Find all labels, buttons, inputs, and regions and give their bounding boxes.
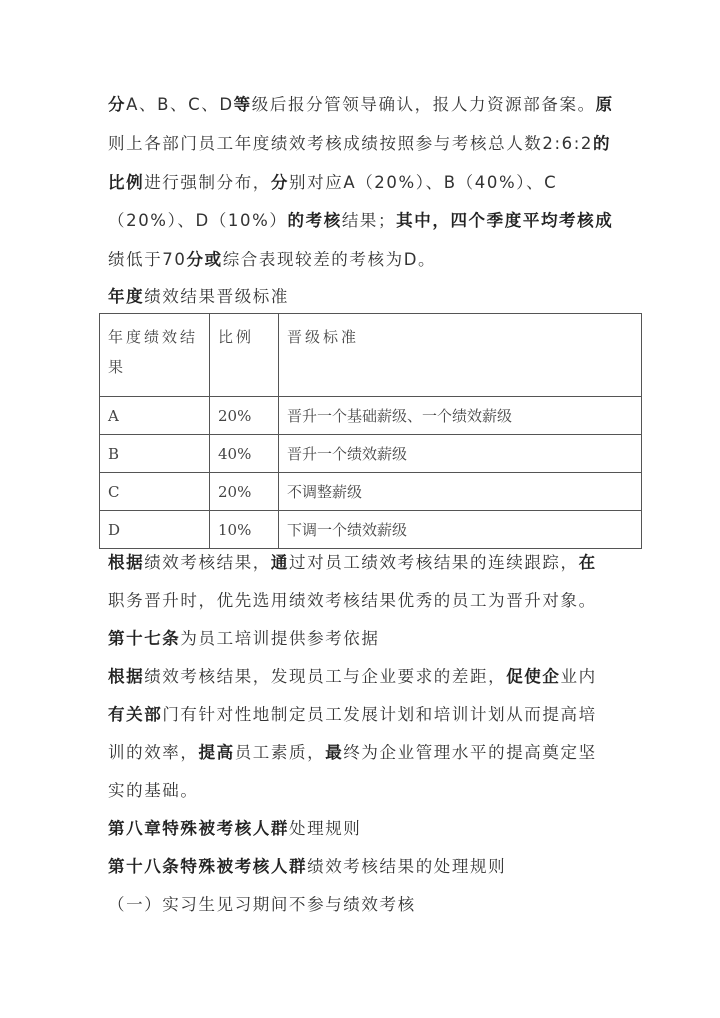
header-promotion-standard: 晋级标准 [279,314,642,397]
bold-text-segment: 年度 [108,287,145,306]
text-line [108,629,380,649]
text-segment: 结果； [341,211,397,230]
text-line [108,857,506,877]
text-line [108,819,361,839]
text-segment: （一）实习生见习期间不参与绩效考核 [108,895,416,914]
text-segment: 员工素质， [234,743,326,762]
text-segment: 别对应A（20%）、B（40%）、C [289,173,558,192]
grade-cell: B [100,435,210,473]
bold-text-segment: 第八章特殊被考核人群 [108,819,289,838]
text-segment: 级后报分管领导确认，报人力资源部备案。 [251,95,596,114]
table-header-row [100,314,642,397]
text-segment: 实的基础。 [108,781,199,800]
text-segment: 终为企业管理水平的提高奠定坚 [343,743,597,762]
text-line [108,287,289,307]
bold-text-segment: 分 [270,173,290,192]
standard-cell: 不调整薪级 [279,473,642,511]
bold-text-segment: 分 [108,95,127,114]
text-line [108,781,199,801]
text-line [108,705,597,725]
text-segment: 门有针对性地制定员工发展计划和培训计划从而提高培 [162,705,597,724]
ratio-cell: 40% [210,435,279,473]
text-segment: 处理规则 [289,819,362,838]
text-segment: 职务晋升时，优先选用绩效考核结果优秀的员工为晋升对象。 [108,591,597,610]
bold-text-segment: 等 [233,95,252,114]
text-line [108,95,614,115]
bold-text-segment: 根据 [108,667,145,686]
bold-text-segment: 其中，四个季度平均考核成 [396,211,614,230]
ratio-cell: 20% [210,397,279,435]
text-line [108,743,597,763]
bold-text-segment: 比例 [108,173,145,192]
text-segment: 为员工培训提供参考依据 [180,629,380,648]
text-line [108,895,416,915]
text-segment: 绩效结果晋级标准 [144,287,290,306]
grade-cell: D [100,511,210,549]
bold-text-segment: 根据 [108,553,145,572]
ratio-cell: 20% [210,473,279,511]
bold-text-segment: 最 [325,743,344,762]
table-row [100,511,642,549]
text-segment: A、B、C、D [126,95,234,114]
standard-cell: 下调一个绩效薪级 [279,511,642,549]
table-row [100,397,642,435]
text-line [108,591,597,611]
bold-text-segment: 提高 [198,743,235,762]
text-line [108,250,436,270]
text-line [108,667,597,687]
text-segment: 过对员工绩效考核结果的连续跟踪， [289,553,579,572]
bold-text-segment: 在 [578,553,597,572]
header-ratio: 比例 [210,314,279,397]
text-segment: 则上各部门员工年度绩效考核成绩按照参与考核总人数2:6:2 [108,134,594,153]
ratio-cell: 10% [210,511,279,549]
standard-cell: 晋升一个基础薪级、一个绩效薪级 [279,397,642,435]
text-segment: 绩低于70 [108,250,187,269]
bold-text-segment: 第十八条特殊被考核人群 [108,857,308,876]
bold-text-segment: 有关部 [108,705,163,724]
bold-text-segment: 第十七条 [108,629,181,648]
standard-cell: 晋升一个绩效薪级 [279,435,642,473]
header-annual-result: 年度绩效结果 [100,314,210,397]
text-segment: （20%）、D（10%） [108,211,288,230]
table-row [100,435,642,473]
grade-cell: C [100,473,210,511]
text-line [108,134,611,154]
bold-text-segment: 原 [595,95,614,114]
text-segment: 训的效率， [108,743,199,762]
bold-text-segment: 的 [593,134,612,153]
text-segment: 进行强制分布， [144,173,271,192]
bold-text-segment: 通 [270,553,290,572]
bold-text-segment: 促使企 [506,667,561,686]
text-segment: 业内 [560,667,597,686]
text-segment: 综合表现较差的考核为D。 [222,250,437,269]
bold-text-segment: 分或 [186,250,223,269]
promotion-standard-table [99,313,642,549]
grade-cell: A [100,397,210,435]
table-row [100,473,642,511]
text-segment: 绩效考核结果， [144,553,271,572]
text-segment: 绩效考核结果，发现员工与企业要求的差距， [144,667,507,686]
bold-text-segment: 的考核 [287,211,342,230]
text-segment: 绩效考核结果的处理规则 [307,857,507,876]
text-line [108,173,557,193]
text-line [108,553,597,573]
text-line [108,211,613,231]
